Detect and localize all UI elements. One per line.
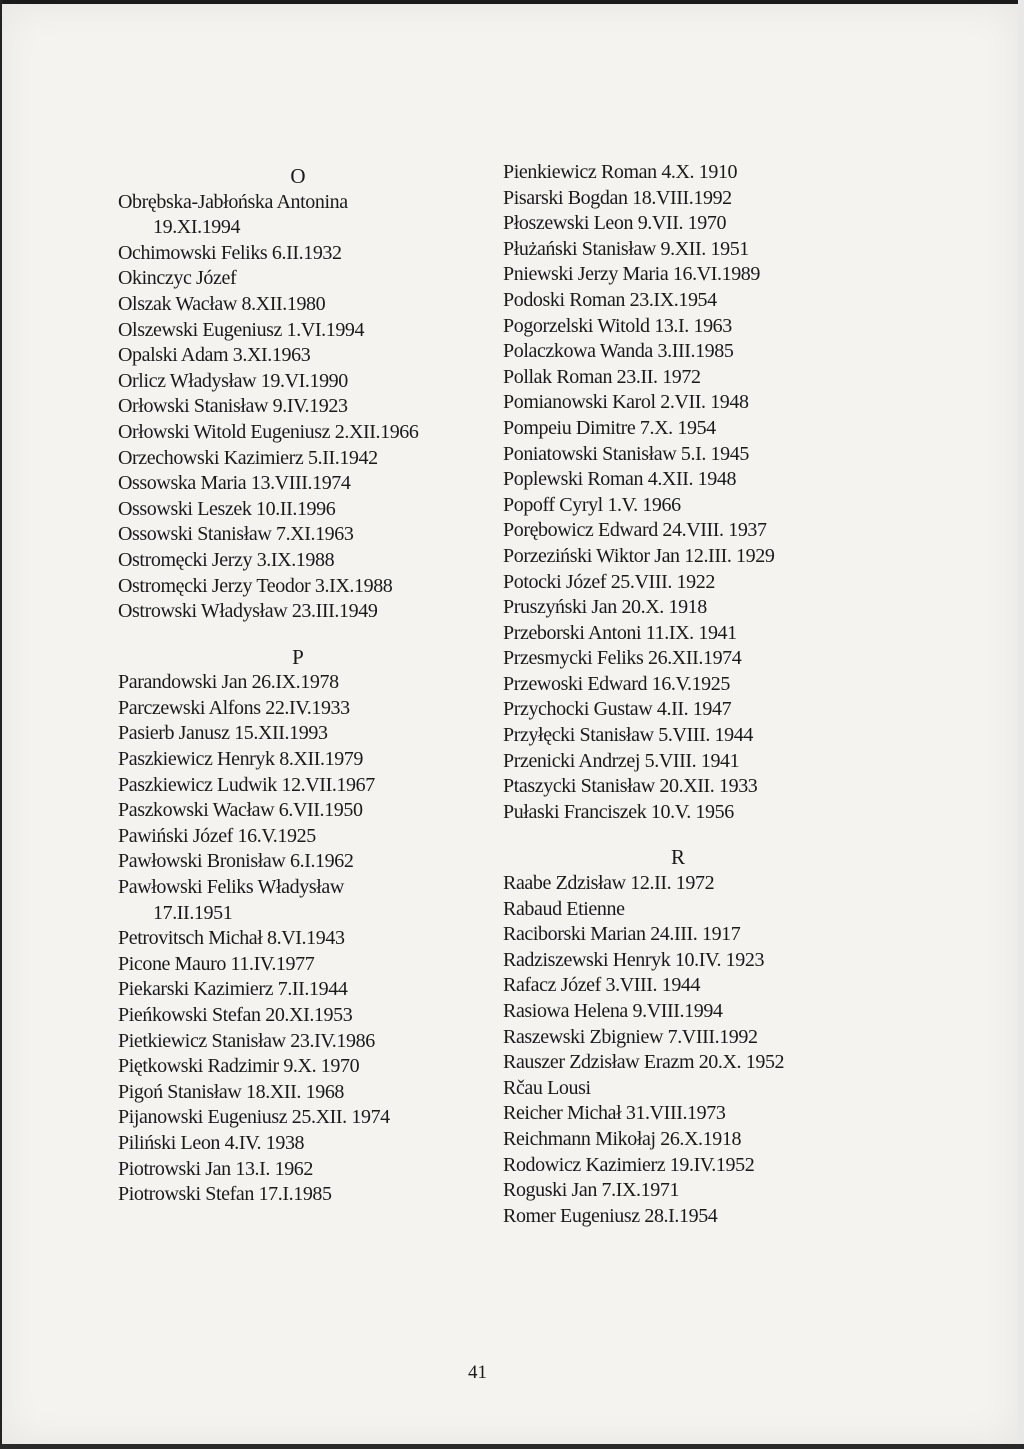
section-spacer [503,825,903,841]
list-item: Rafacz Józef 3.VIII. 1944 [503,974,701,997]
list-item: Pieńkowski Stefan 20.XI.1953 [118,1004,353,1026]
list-item: Pruszyński Jan 20.X. 1918 [503,596,707,619]
list-item: Rasiowa Helena 9.VIII.1994 [503,1000,723,1022]
list-item: Pomianowski Karol 2.VII. 1948 [503,391,749,414]
list-item: Ostromęcki Jerzy 3.IX.1988 [118,548,335,571]
list-item: Olszak Wacław 8.XII.1980 [118,292,326,315]
list-item: Orłowski Stanisław 9.IV.1923 [118,395,348,418]
list-item: Paszkiewicz Ludwik 12.VII.1967 [118,773,375,796]
list-item: Ossowski Leszek 10.II.1996 [118,497,336,520]
list-item: Pompeiu Dimitre 7.X. 1954 [503,416,716,439]
right-column [503,160,903,1229]
list-item: Orłowski Witold Eugeniusz 2.XII.1966 [118,420,419,443]
list-item: Poplewski Roman 4.XII. 1948 [503,468,737,491]
list-item: Pietkiewicz Stanisław 23.IV.1986 [118,1029,375,1052]
list-item: Raszewski Zbigniew 7.VIII.1992 [503,1025,758,1048]
list-item: Ostrowski Władysław 23.III.1949 [118,600,378,623]
list-item: Parandowski Jan 26.IX.1978 [118,671,339,694]
list-item: Pienkiewicz Roman 4.X. 1910 [503,161,738,183]
list-item: Płoszewski Leon 9.VII. 1970 [503,212,727,235]
list-item: Rauszer Zdzisław Erazm 20.X. 1952 [503,1051,785,1074]
list-item: Przesmycki Feliks 26.XII.1974 [503,647,742,670]
list-item: Przeborski Antoni 11.IX. 1941 [503,621,737,644]
list-item: Ossowska Maria 13.VIII.1974 [118,472,351,495]
list-item: Raabe Zdzisław 12.II. 1972 [503,872,715,895]
list-item: Ostromęcki Jerzy Teodor 3.IX.1988 [118,574,393,597]
list-item: Rabaud Etienne [503,897,625,920]
list-item: Pogorzelski Witold 13.I. 1963 [503,314,732,337]
list-item: Paszkiewicz Henryk 8.XII.1979 [118,748,363,771]
section-letter: R [670,845,685,870]
list-item: Pniewski Jerzy Maria 16.VI.1989 [503,263,760,286]
list-item: Piliński Leon 4.IV. 1938 [118,1131,305,1154]
section-letter: P [292,644,304,669]
list-item: Pawłowski Bronisław 6.I.1962 [118,850,354,873]
list-item: Roguski Jan 7.IX.1971 [503,1179,680,1202]
list-item: Okinczyc Józef [118,267,237,290]
list-item: Petrovitsch Michał 8.VI.1943 [118,927,345,950]
list-item: Pasierb Janusz 15.XII.1993 [118,722,328,745]
list-item: Olszewski Eugeniusz 1.VI.1994 [118,318,365,341]
list-item: Opalski Adam 3.XI.1963 [118,344,311,367]
list-item: Ochimowski Feliks 6.II.1932 [118,241,342,264]
list-item: Obrębska-Jabłońska Antonina [118,190,348,213]
list-item: Paszkowski Wacław 6.VII.1950 [118,799,363,822]
list-item: Romer Eugeniusz 28.I.1954 [503,1204,718,1227]
list-item: Porzeziński Wiktor Jan 12.III. 1929 [503,544,775,567]
list-item: Orlicz Władysław 19.VI.1990 [118,369,348,392]
list-item: Reichmann Mikołaj 26.X.1918 [503,1127,742,1150]
list-item: Parczewski Alfons 22.IV.1933 [118,696,350,719]
list-item: Pollak Roman 23.II. 1972 [503,365,701,388]
scan-right-edge [1018,0,1024,1449]
list-item: Piekarski Kazimierz 7.II.1944 [118,978,348,1001]
list-item: Pułaski Franciszek 10.V. 1956 [503,800,734,823]
list-item-continuation: 19.XI.1994 [153,216,241,239]
list-item: Popoff Cyryl 1.V. 1966 [503,493,681,516]
list-item: Przyłęcki Stanisław 5.VIII. 1944 [503,724,753,747]
list-item: Picone Mauro 11.IV.1977 [118,952,315,975]
list-item: Pigoń Stanisław 18.XII. 1968 [118,1080,345,1103]
list-item: Piotrowski Jan 13.I. 1962 [118,1157,314,1180]
scan-bottom-edge [0,1444,1024,1449]
list-item: Orzechowski Kazimierz 5.II.1942 [118,446,378,469]
list-item: Ossowski Stanisław 7.XI.1963 [118,523,354,546]
left-column [118,160,488,1208]
list-item: Rodowicz Kazimierz 19.IV.1952 [503,1153,755,1176]
list-item: Potocki Józef 25.VIII. 1922 [503,570,715,593]
list-item: Pijanowski Eugeniusz 25.XII. 1974 [118,1106,390,1129]
list-item: Pawiński Józef 16.V.1925 [118,824,316,847]
list-item: Pawłowski Feliks Władysław [118,876,344,899]
list-item: Rčau Lousi [503,1076,591,1099]
list-item: Pisarski Bogdan 18.VIII.1992 [503,186,732,209]
list-item: Piętkowski Radzimir 9.X. 1970 [118,1055,360,1078]
list-item: Raciborski Marian 24.III. 1917 [503,923,741,946]
list-item: Przewoski Edward 16.V.1925 [503,672,730,695]
list-item: Polaczkowa Wanda 3.III.1985 [503,340,734,363]
list-item: Piotrowski Stefan 17.I.1985 [118,1183,332,1206]
list-item: Przychocki Gustaw 4.II. 1947 [503,698,732,721]
list-item-continuation: 17.II.1951 [153,901,233,924]
list-item: Poniatowski Stanisław 5.I. 1945 [503,442,749,465]
section-spacer [118,625,488,641]
page-number: 41 [468,1362,487,1383]
list-item: Radziszewski Henryk 10.IV. 1923 [503,948,765,971]
list-item: Przenicki Andrzej 5.VIII. 1941 [503,749,740,772]
section-letter: O [290,164,306,188]
list-item: Płużański Stanisław 9.XII. 1951 [503,237,749,260]
list-item: Ptaszycki Stanisław 20.XII. 1933 [503,775,758,798]
list-item: Reicher Michał 31.VIII.1973 [503,1102,726,1125]
list-item: Podoski Roman 23.IX.1954 [503,288,717,311]
list-item: Porębowicz Edward 24.VIII. 1937 [503,519,767,542]
